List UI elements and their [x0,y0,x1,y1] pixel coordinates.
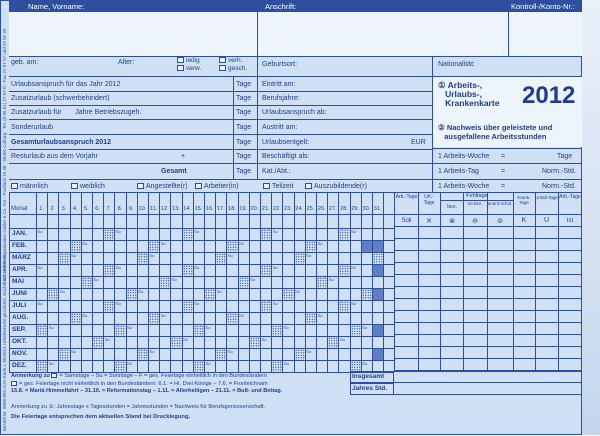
sunday-cell: So [227,349,233,354]
marital-ledig[interactable]: ledig [177,57,200,64]
saturday-cell [149,313,159,324]
address-field[interactable] [258,12,508,56]
checkbox-maennlich[interactable]: männlich [11,183,48,190]
month-label: AUG. [12,314,29,321]
day-header: 9. [128,206,134,212]
saturday-cell [261,265,271,276]
sunday-cell: So [216,289,222,294]
saturday-cell [127,289,137,300]
sunday-cell: So [127,325,132,330]
saturday-cell [194,361,204,372]
sunday-cell: So [362,361,368,366]
invalid-day-cell [373,289,383,300]
sym-unbez: ⊖ [472,218,478,225]
norm-week-hours-label: 1 Arbeits-Woche [438,183,490,190]
norm-week-hours-eq: = [501,183,506,190]
day-header: 27. [328,206,337,212]
saturday-cell [48,289,58,300]
sunday-cell: So [339,337,345,342]
category-dept-label: Kat./Abt.: [262,168,291,175]
sunday-cell: So [306,253,312,258]
month-label: FEB. [12,242,27,249]
card-subtitle: ② Nachweis über geleistete und ausgefallene Arbeitsstunden [438,123,553,141]
sunday-cell: So [227,253,233,258]
sunday-cell: So [351,265,356,270]
month-label: JUNI [12,290,27,297]
sunday-cell: So [115,301,121,306]
sunday-cell: So [93,277,99,282]
sunday-cell: So [82,241,88,246]
sunday-cell: So [272,301,278,306]
saturday-cell [306,313,316,324]
day-header: 30. [362,206,371,212]
saturday-cell [272,325,282,336]
sunday-cell: So [149,253,155,258]
norm-week-days-unit: Tage [557,153,573,160]
special-vacation-row: Sonderurlaub [11,124,54,131]
col-unfall-tage: Unfall-Tage [535,195,558,200]
saturday-cell [138,349,148,360]
sunday-cell: So [205,325,211,330]
sunday-cell: So [37,301,43,306]
day-header: 4. [72,206,78,212]
sunday-cell: So [194,229,200,234]
birthdate-label: geb. am: [11,59,39,66]
sunday-cell: So [306,349,312,354]
sunday-cell: So [59,289,65,294]
day-header: 28. [340,206,348,212]
month-label: SEP. [12,326,26,333]
marital-verh[interactable]: verh. [219,57,242,64]
sym-unfall: U [543,217,550,224]
saturday-cell [183,265,193,276]
saturday-cell [216,349,226,360]
day-header: 20. [250,206,259,212]
day-header: 31. [373,206,382,212]
month-label: JAN. [12,230,27,237]
col-url-tage: Url.-Tage [423,194,435,206]
day-header: 26. [317,206,326,212]
special-vacation-unit: Tage [236,124,252,131]
saturday-cell [339,229,349,240]
saturday-cell [183,229,193,240]
grand-total-label: Gesamt [161,168,187,175]
saturday-cell [82,277,92,288]
professional-years-label: Berufsjahre: [262,95,300,102]
saturday-cell [295,349,305,360]
col-fehltage: Fehltage [466,193,488,199]
saturday-cell [261,229,271,240]
saturday-cell [351,325,361,336]
saturday-cell [115,325,125,336]
day-header: 3. [61,206,67,212]
saturday-cell [317,277,327,288]
saturday-cell [59,349,69,360]
col-bez: bez. [447,204,457,210]
saturday-cell [115,361,125,372]
month-label: DEZ. [12,362,27,369]
saturday-cell [71,313,81,324]
day-header: 11. [149,206,158,212]
vacation-entitlement-unit: Tage [236,81,252,88]
day-header: 7. [106,206,112,212]
saturday-cell [250,337,260,348]
sunday-cell: So [160,313,166,318]
day-header: 18. [228,206,236,212]
exit-date-label: Austritt am: [262,124,298,131]
note-3: Die Feiertage entsprechen dem aktuellen Stand bei Drucklegung. [11,414,191,420]
entry-date-label: Eintritt am: [262,81,296,88]
invalid-day-cell [373,325,383,336]
sunday-cell: So [272,229,278,234]
extra-vacation-seniority-unit: Tage [236,109,252,116]
sunday-cell: So [48,361,54,366]
sunday-cell: So [71,349,76,354]
checkbox-auszubildende[interactable]: Auszubildende(r) [305,183,367,190]
day-header: 12. [160,206,169,212]
carryover-row: Resturlaub aus dem Vorjahr [11,153,98,160]
col-unbez: un-bez. [467,201,483,206]
insgesamt-cells[interactable] [394,371,583,383]
norm-day-hours-eq: = [501,168,506,175]
grand-total-unit: Tage [236,168,252,175]
norm-week-days-eq: = [501,153,506,160]
sunday-cell: So [127,361,132,366]
month-label: JULI [12,302,27,309]
saturday-cell [339,301,349,312]
saturday-cell [93,337,103,348]
sunday-cell: So [317,241,323,246]
saturday-cell [171,337,181,348]
saturday-cell [272,361,282,372]
month-label: OKT. [12,338,27,345]
month-label: MÄRZ [12,254,31,261]
sunday-cell: So [194,265,200,270]
marital-gesch[interactable]: gesch. [219,65,247,72]
vacation-pay-unit: EUR [411,139,426,146]
sunday-cell: So [272,265,278,270]
day-header: 21. [261,206,270,212]
checkbox-teilzeit[interactable]: Teilzeit [263,183,293,190]
sunday-cell: So [362,325,368,330]
saturday-cell [160,277,170,288]
day-header: 10. [138,206,147,212]
control-number-label: Kontroll-/Konto-Nr.: [511,2,575,11]
day-header: 24. [295,206,304,212]
saturday-cell [205,289,215,300]
vacation-entitlement-row: Urlaubsanspruch für das Jahr 2012 [11,81,121,88]
vacation-pay-label: Urlaubsentgelt: [262,139,310,146]
day-header: 23. [284,206,292,212]
sunday-cell: So [261,337,267,342]
hours-panel [394,192,583,436]
saturday-cell [328,337,338,348]
saturday-cell [261,301,271,312]
checkbox-arbeiter[interactable]: Arbeiter(in) [195,183,239,190]
saturday-cell [373,253,383,264]
invalid-day-cell [362,241,372,252]
sunday-cell: So [149,349,155,354]
sunday-cell: So [351,229,356,234]
note-2: Anmerkung zu ②: Jahrestage x Tagesstunden = Jahresstunden = Nachweis für Berufsgenossenschaft. [11,404,266,410]
day-header: 14. [183,206,192,212]
saturday-cell [37,325,47,336]
sunday-cell: So [351,301,356,306]
extra-vacation-seniority-row: Zusatzurlaub für Jahre Betriebszugeh. [11,109,142,116]
col-unentschul: unent-schul. [487,201,513,206]
sunday-cell: So [239,241,244,246]
month-label: NOV. [12,350,28,357]
sym-krank: K [521,217,527,224]
saturday-cell [239,277,249,288]
sym-url: ✕ [426,218,432,225]
sym-unentschul: ⊘ [497,218,503,225]
jahres-std-cells[interactable] [394,383,583,395]
sunday-cell: So [104,337,110,342]
saturday-cell [216,253,226,264]
sunday-cell: So [115,265,121,270]
extra-vacation-disabled-unit: Tage [236,95,252,102]
sunday-cell: So [115,229,121,234]
sunday-cell: So [239,313,244,318]
day-header: 17. [216,206,225,212]
saturday-cell [183,301,193,312]
total-vacation-row: Gesamturlaubsanspruch 2012 [11,139,111,146]
paper-edge [582,0,600,435]
day-header: 25. [306,206,315,212]
norm-day-hours-label: 1 Arbeits-Tag [438,168,479,175]
sunday-cell: So [194,301,200,306]
saturday-cell [71,241,81,252]
employed-as-label: Beschäftigt als: [262,153,310,160]
col-arb-tage: Arb.-Tage [395,194,418,200]
sunday-cell: So [328,277,334,282]
sunday-cell: So [283,361,289,366]
jahres-std-label: Jahres Std. [352,385,388,392]
sunday-cell: So [37,229,43,234]
day-header: 19. [239,206,248,212]
invalid-day-cell [373,241,383,252]
day-header: 8. [117,206,123,212]
saturday-cell [149,241,159,252]
marital-verw[interactable]: verw. [177,65,201,72]
name-label: Name, Vorname: [28,2,85,11]
sunday-cell: So [48,325,54,330]
day-header: 29. [351,206,360,212]
publisher-imprint: EICHNER Organisation GmbH & Co. KG · Postfach 15 38 · 96405 Coburg · Tel. (0 95 61) 27 07-0 · Fax 27 07 27 und 27 07 29 [2,28,7,281]
nationality-label: Nationalität: [438,61,475,68]
sunday-cell: So [317,313,323,318]
norm-week-hours-unit: Norm.-Std. [542,183,576,190]
extra-vacation-disabled-row: Zusatzurlaub (schwerbehindert) [11,95,110,102]
saturday-cell [295,253,305,264]
invalid-day-cell [373,349,383,360]
sunday-cell: So [160,241,166,246]
control-number-field[interactable] [509,12,582,56]
sunday-cell: So [71,253,76,258]
row-ist: Ist [566,218,574,224]
row-soll: Soll [401,218,412,224]
day-header: 1. [39,206,44,212]
sunday-cell: So [295,289,300,294]
sunday-cell: So [138,289,144,294]
card-title: ① Arbeits-, Urlaubs-, Krankenkarte [438,80,500,108]
saturday-cell [104,229,114,240]
day-header: 13. [172,206,180,212]
saturday-cell [104,301,114,312]
saturday-cell [339,265,349,276]
norm-day-hours-unit: Norm.-Std. [542,168,576,175]
total-vacation-unit: Tage [236,139,252,146]
sunday-cell: So [250,277,256,282]
checkbox-angestellte[interactable]: Angestellte(r) [137,183,188,190]
sunday-cell: So [283,325,289,330]
saturday-cell [138,253,148,264]
day-header: 16. [205,206,214,212]
day-header: 6. [95,206,100,212]
card-year: 2012 [522,82,576,109]
day-header: 2. [50,206,56,212]
day-header: 22. [272,206,281,212]
saturday-cell [362,289,372,300]
month-label: APR. [12,266,28,273]
sym-bez: ⊗ [449,218,455,225]
checkbox-weiblich[interactable]: weiblich [71,183,105,190]
month-header: Monat [11,206,28,212]
note-1: Anmerkung zu = Samstage – So = Sonntage – F = ges. Feiertage einheitlich in den Bundesländern = ges. Feiertage nicht einheitlich in den Bundesländern: 6.1. = Hl. Drei Könige – 7.6. = Fronleichnam 15.8. = Mariä Himmelfahrt – 31.10. = Reformationstag – 1.11. = Allerheiligen – 21.11. = Buß- und Bettag. [11,373,283,395]
saturday-cell [351,361,361,372]
entitlement-from-label: Urlaubsanspruch ab: [262,109,327,116]
birthplace-label: Geburtsort: [262,61,298,68]
saturday-cell [306,241,316,252]
saturday-cell [194,325,204,336]
month-label: MAI [12,278,24,285]
norm-week-days-label: 1 Arbeits-Woche [438,153,490,160]
age-label: Alter: [118,59,135,66]
sunday-cell: So [171,277,177,282]
saturday-cell [59,253,69,264]
carryover-unit: Tage [236,153,252,160]
saturday-cell [104,265,114,276]
col-krank-tage: Krank-Tage [517,195,531,205]
sunday-cell: So [37,265,43,270]
day-header: 5. [84,206,89,212]
order-number-imprint: Bestell-Nr. 9808-055 AUK-Karte L 85/2012 Urheberrecht geschützt, Nachdruck verboten! [2,254,7,431]
sunday-cell: So [183,337,188,342]
address-label: Anschrift: [265,2,297,11]
insgesamt-label: Insgesamt [352,373,385,380]
day-header: 15. [194,206,203,212]
sunday-cell: So [82,313,88,318]
saturday-cell [283,289,293,300]
saturday-cell [227,241,237,252]
invalid-day-cell [373,265,383,276]
saturday-cell [227,313,237,324]
name-field[interactable] [9,12,257,56]
col-ist-arb-tage: Arb.-Tage [559,194,581,200]
carryover-plus: + [181,153,186,160]
saturday-cell [37,361,47,372]
sunday-cell: So [205,361,211,366]
